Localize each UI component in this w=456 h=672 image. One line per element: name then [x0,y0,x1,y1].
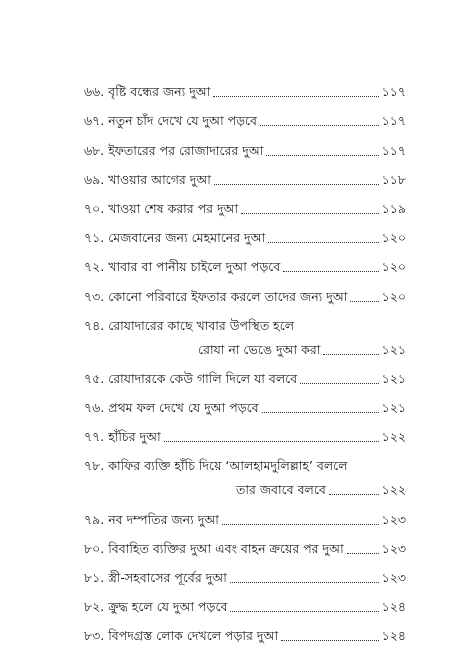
toc-entry-page: ১২২ [381,429,406,445]
toc-entry-number: ৮৩. [84,628,105,644]
dot-leader [164,441,379,442]
toc-entry-title-continued: তার জবাবে বলবে [236,482,326,498]
toc-entry-number: ৭৭. [84,429,105,445]
toc-entry [84,529,406,558]
toc-entry-title: ইফতারের পর রোজাদারের দুআ [108,142,264,158]
toc-entry-title: নতুন চাঁদ দেখে যে দুআ পড়বে [108,113,258,129]
toc-entry-number: ৭৫. [84,370,105,386]
dot-leader [350,301,378,302]
dot-leader [300,383,379,384]
toc-entry [84,189,406,218]
toc-entry-page: ১২০ [381,230,406,246]
toc-entry-page: ১২১ [381,341,406,357]
dot-leader [347,553,379,554]
toc-entry-page: ১২০ [381,259,406,275]
toc-entry [84,499,406,528]
dot-leader [262,412,379,413]
toc-entry-title-continued: রোযা না ভেঙে দুআ করা [198,341,321,357]
toc-entry-page: ১২১ [381,370,406,386]
dot-leader [214,184,379,185]
toc-entry-title: কোনো পরিবারে ইফতার করলে তাদের জন্য দুআ [108,288,348,304]
toc-entry-page: ১১৯ [381,200,406,216]
toc-entry [84,417,406,446]
toc-entry [84,587,406,616]
toc-entry-number: ৭০. [84,200,105,216]
toc-entry-number: ৬৮. [84,142,105,158]
toc-entry [84,218,406,247]
toc-entry [84,101,406,130]
toc-entry-page: ১২১ [381,400,406,416]
toc-entry-page: ১২৩ [381,570,406,585]
toc-entry-title: স্ত্রী-সহবাসের পূর্বের দুআ [108,570,227,585]
toc-entry [84,388,406,417]
toc-entry-number: ৭৯. [84,511,105,527]
toc-entry-number: ৭৪. [84,317,105,333]
toc-entry-page: ১২৪ [381,628,406,644]
toc-entry-number: ৭৬. [84,400,105,416]
toc-entry-number: ৭২. [84,259,105,275]
toc-entry-title: খাওয়া শেষ করার পর দুআ [108,200,239,216]
toc-entry-number: ৬৯. [84,171,105,187]
toc-entry-title: কাফির ব্যক্তি হাঁচি দিয়ে ‘আলহামদুলিল্লাহ’ বললে [108,458,348,474]
toc-entry-title: বিবাহিত ব্যক্তির দুআ এবং বাহন ক্রয়ের পর দুআ [108,540,344,556]
toc-entry [84,359,406,388]
toc-entry-number: ৮১. [84,570,105,585]
toc-entry [84,446,406,499]
toc-entry-number: ৭৮. [84,458,105,474]
toc-entry [84,72,406,101]
dot-leader [260,125,379,126]
dot-leader [241,213,379,214]
toc-entry [84,558,406,587]
dot-leader [329,494,379,495]
toc-entry-page: ১২২ [381,482,406,498]
toc-entry-title: খাওয়ার আগের দুআ [108,171,211,187]
dot-leader [213,96,378,97]
toc-entry-title: রোযাদারকে কেউ গালি দিলে যা বলবে [108,370,298,386]
toc-entry-title: বিপদগ্রস্ত লোক দেখলে পড়ার দুআ [108,628,279,644]
toc-entry-page: ১১৭ [381,113,406,129]
toc-entry [84,160,406,189]
toc-entry-page: ১১৭ [381,84,406,100]
toc-entry-title: নব দম্পতির জন্য দুআ [108,511,219,527]
toc-entry-page: ১১৭ [381,142,406,158]
dot-leader [266,155,378,156]
dot-leader [230,582,379,583]
dot-leader [268,242,378,243]
dot-leader [222,524,379,525]
toc-entry-title: বৃষ্টি বন্ধের জন্য দুআ [108,84,211,100]
toc-entry-page: ১২৩ [381,540,406,556]
table-of-contents [84,72,406,645]
dot-leader [323,354,378,355]
toc-entry-number: ৬৭. [84,113,105,129]
toc-entry-title: মেজবানের জন্য মেহমানের দুআ [108,230,266,246]
toc-entry-title: খাবার বা পানীয় চাইলে দুআ পড়বে [108,259,281,275]
toc-entry-number: ৬৬. [84,84,105,100]
toc-entry-number: ৭৩. [84,288,105,304]
toc-entry [84,306,406,359]
toc-entry-number: ৭১. [84,230,105,246]
dot-leader [281,640,379,641]
toc-entry [84,616,406,645]
dot-leader [230,611,378,612]
toc-entry-title: ক্রুদ্ধ হলে যে দুআ পড়বে [108,599,228,615]
toc-entry-page: ১২৪ [381,599,406,615]
toc-entry-page: ১২৩ [381,511,406,527]
toc-entry-page: ১২০ [381,288,406,304]
toc-entry-title: হাঁচির দুআ [108,429,161,445]
toc-entry-number: ৮০. [84,540,105,556]
dot-leader [283,271,378,272]
toc-entry-title: প্রথম ফল দেখে যে দুআ পড়বে [108,400,259,416]
toc-entry-title: রোযাদারের কাছে খাবার উপস্থিত হলে [108,317,295,333]
toc-entry [84,130,406,159]
toc-entry-page: ১১৮ [381,171,406,187]
toc-entry-number: ৮২. [84,599,105,615]
toc-entry [84,247,406,276]
toc-entry [84,276,406,305]
